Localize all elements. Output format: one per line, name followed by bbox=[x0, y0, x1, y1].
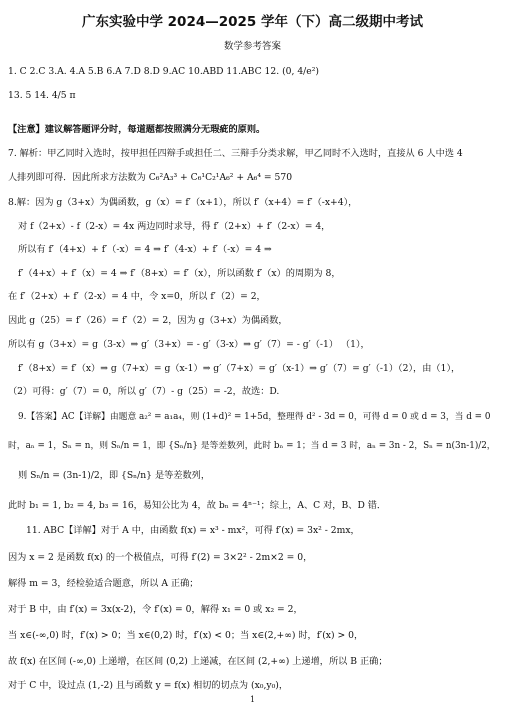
solution-line: 在 f′（2+x）+ f′（2-x）= 4 中，令 x=0，所以 f′（2）= 2， bbox=[8, 291, 266, 302]
page-number: 1 bbox=[249, 695, 256, 704]
solution-line: 人排列即可得．因此所求方法数为 C₆²A₃³ + C₆¹C₂¹A₆² + A₆⁴ = 570 bbox=[8, 172, 293, 183]
solution-line: f′（8+x）= f′（x）⇒ g（7+x）= g（x-1）⇒ g′（7+x）= g′（x-1）⇒ g′（7）= g′（-1）（2），由（1）， bbox=[18, 363, 461, 374]
note-text: 【注意】建议解答题评分时，每道题都按照满分无瑕疵的原则。 bbox=[8, 124, 266, 135]
solution-line: 对 f（2+x）- f（2-x）= 4x 两边同时求导，得 f′（2+x）+ f′（2-x）= 4， bbox=[18, 221, 331, 232]
solution-line: 解得 m = 3，经检验适合题意，所以 A 正确； bbox=[8, 578, 199, 589]
solution-line: （2）可得：g′（7）= 0，所以 g′（7）- g（25）= -2，故选：D. bbox=[8, 386, 280, 397]
solution-line: 则 Sₙ/n = (3n-1)/2，即 {Sₙ/n} 是等差数列， bbox=[18, 470, 211, 481]
solution-line: 对于 C 中，设过点 (1,-2) 且与函数 y = f(x) 相切的切点为 (x₀,y₀)， bbox=[8, 680, 289, 691]
page-title: 广东实验中学 2024—2025 学年（下）高二级期中考试 bbox=[81, 14, 424, 30]
solution-line: 因此 g（25）= f′（26）= f′（2）= 2，因为 g（3+x）为偶函数， bbox=[8, 315, 288, 326]
solution-line: 故 f(x) 在区间 (-∞,0) 上递增，在区间 (0,2) 上递减，在区间 (2,+∞) 上递增，所以 B 正确； bbox=[8, 656, 388, 667]
solution-line: 所以有 g（3+x）= g（3-x）⇒ g′（3+x）= - g′（3-x）⇒ g′（7）= - g′（-1） （1）， bbox=[8, 339, 370, 350]
solution-line: 所以有 f′（4+x）+ f′（-x）= 4 ⇒ f′（4-x）+ f′（-x）= 4 ⇒ bbox=[18, 244, 272, 255]
solution-line: 7. 解析：甲乙同时入选时，按甲担任四辩手或担任二、三辩手分类求解，甲乙同时不入选时，直接从 6 人中选 4 bbox=[8, 148, 463, 159]
answer-row-1: 1. C 2.C 3.A. 4.A 5.B 6.A 7.D 8.D 9.AC 10.ABD 11.ABC 12. (0, 4/e²) bbox=[8, 66, 319, 77]
page-subtitle: 数学参考答案 bbox=[223, 41, 281, 52]
solution-line: f′（4+x）+ f′（x）= 4 ⇒ f′（8+x）= f′（x），所以函数 f′（x）的周期为 8， bbox=[18, 268, 341, 279]
solution-line: 时，aₙ = 1，Sₙ = n，则 Sₙ/n = 1，即 {Sₙ/n} 是等差数列，此时 bₙ = 1；当 d = 3 时，aₙ = 3n - 2，Sₙ = n(3n-1)/2， bbox=[8, 441, 496, 451]
solution-line: 9.【答案】AC【详解】由题意 a₂² = a₁a₄，则 (1+d)² = 1+5d，整理得 d² - 3d = 0，可得 d = 0 或 d = 3，当 d = 0 bbox=[18, 412, 491, 422]
solution-line: 8.解：因为 g（3+x）为偶函数，g（x）= f′（x+1），所以 f′（x+4）= f′（-x+4）， bbox=[8, 197, 358, 208]
solution-line: 当 x∈(-∞,0) 时，f′(x) > 0；当 x∈(0,2) 时，f′(x) < 0；当 x∈(2,+∞) 时，f′(x) > 0， bbox=[8, 630, 364, 641]
answer-row-2: 13. 5 14. 4/5 π bbox=[8, 90, 76, 101]
solution-line: 因为 x = 2 是函数 f(x) 的一个极值点，可得 f′(2) = 3×2² - 2m×2 = 0， bbox=[8, 552, 313, 563]
solution-line: 11. ABC【详解】对于 A 中，由函数 f(x) = x³ - mx²，可得 f′(x) = 3x² - 2mx， bbox=[26, 525, 360, 536]
solution-line: 对于 B 中，由 f′(x) = 3x(x-2)，令 f′(x) = 0，解得 x₁ = 0 或 x₂ = 2， bbox=[8, 604, 303, 615]
solution-line: 此时 b₁ = 1, b₂ = 4, b₃ = 16，易知公比为 4，故 bₙ = 4ⁿ⁻¹；综上，A、C 对，B、D 错． bbox=[8, 500, 387, 511]
